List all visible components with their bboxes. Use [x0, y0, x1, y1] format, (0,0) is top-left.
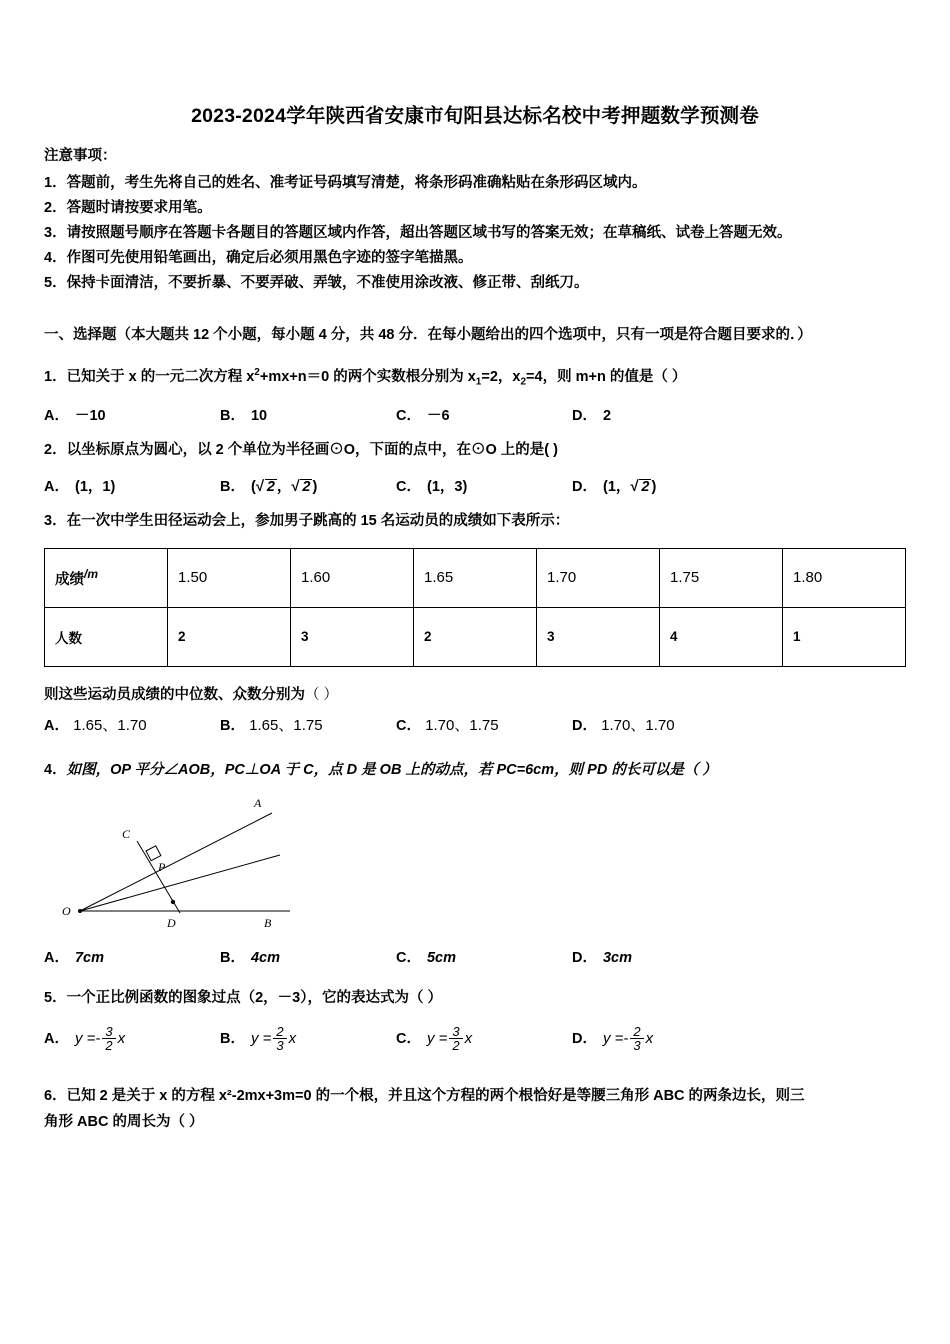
- question-3-text: 在一次中学生田径运动会上，参加男子跳高的 15 名运动员的成绩如下表所示：: [66, 512, 570, 529]
- option-a[interactable]: A． 7cm: [44, 949, 105, 966]
- cell-score-5: 1.75: [660, 548, 783, 607]
- cell-score-1: 1.50: [168, 548, 291, 607]
- option-b[interactable]: B． 4cm: [220, 949, 281, 966]
- figure-svg: [62, 793, 322, 933]
- svg-text:C: C: [122, 826, 131, 841]
- option-b[interactable]: B． y = $\frac{2}{3}$ x: [220, 1023, 297, 1054]
- option-b[interactable]: B． ( √ 2 ， √ 2 ): [220, 475, 396, 496]
- option-c-expression: y = $\frac{3}{2}$ x: [426, 1023, 473, 1054]
- option-d[interactable]: D． 1.70、1.70: [572, 716, 675, 734]
- cell-count-2: 3: [291, 607, 414, 666]
- question-2: [44, 437, 906, 463]
- question-1-text-end: =4，则 m+n 的值是（ ）: [526, 368, 687, 385]
- question-1-text-mid: +mx+n＝0 的两个实数根分别为 x: [259, 368, 476, 385]
- question-5-number: 5．: [44, 989, 67, 1006]
- option-a[interactable]: A． (1，1): [44, 478, 116, 495]
- table-row: [45, 548, 906, 607]
- option-c[interactable]: C． 5cm: [396, 949, 457, 966]
- note-line-1: 1．答题前，考生先将自己的姓名、准考证号码填写清楚，将条形码准确粘贴在条形码区域内。: [44, 175, 647, 191]
- option-a[interactable]: A． y =- $\frac{3}{2}$ x: [44, 1023, 126, 1054]
- question-5: [44, 985, 906, 1011]
- option-b-value: 1.65、1.75: [244, 716, 323, 734]
- cell-score-6: 1.80: [783, 548, 906, 607]
- option-a[interactable]: A． 1.65、1.70: [44, 716, 147, 734]
- note-line-2: 2．答题时请按要求用笔。: [44, 200, 212, 216]
- question-2-text: 以坐标原点为圆心，以 2 个单位为半径画⊙O，下面的点中，在⊙O 上的是( ): [66, 441, 558, 458]
- cell-count-5: 4: [660, 607, 783, 666]
- angle-bisector-figure: [62, 793, 906, 938]
- question-3-options: [44, 714, 906, 735]
- question-1-number: 1．: [44, 368, 67, 385]
- option-d-expression: y =- $\frac{2}{3}$ x: [602, 1023, 654, 1054]
- question-3: [44, 508, 906, 534]
- option-a-expression: y =- $\frac{3}{2}$ x: [74, 1023, 126, 1054]
- question-6-line-1: 6．已知 2 是关于 x 的方程 x²-2mx+3m=0 的一个根，并且这个方程的两个根恰好是等腰三角形 ABC 的两条边长，则三: [44, 1088, 805, 1104]
- option-d[interactable]: D． (1， √ 2 ): [572, 475, 748, 496]
- option-b-expression: y = $\frac{2}{3}$ x: [250, 1023, 297, 1054]
- svg-text:P: P: [158, 859, 166, 874]
- option-c[interactable]: C． 1.70、1.75: [396, 716, 499, 734]
- row-header-count: 人数: [45, 607, 168, 666]
- question-2-options: [44, 475, 906, 496]
- question-3-number: 3．: [44, 512, 67, 529]
- cell-score-2: 1.60: [291, 548, 414, 607]
- section-heading: 一、选择题（本大题共 12 个小题，每小题 4 分，共 48 分．在每小题给出的四个选项中，只有一项是符合题目要求的．）: [44, 327, 812, 343]
- option-d-value: 1.70、1.70: [596, 716, 675, 734]
- note-line-3: 3．请按照题号顺序在答题卡各题目的答题区域内作答，超出答题区域书写的答案无效；在草稿纸、试卷上答题无效。: [44, 225, 792, 241]
- cell-count-4: 3: [537, 607, 660, 666]
- question-3-subtext: 则这些运动员成绩的中位数、众数分别为（ ）: [44, 686, 339, 703]
- option-a-value: 1.65、1.70: [68, 716, 147, 734]
- question-1-sub2: 2: [520, 376, 527, 388]
- option-c[interactable]: C． y = $\frac{3}{2}$ x: [396, 1023, 473, 1054]
- question-1-sub1: 1: [475, 376, 482, 388]
- option-c[interactable]: C． (1，3): [396, 478, 468, 495]
- note-line-5: 5．保持卡面清洁，不要折暴、不要弄破、弄皱，不准使用涂改液、修正带、刮纸刀。: [44, 275, 589, 291]
- question-2-number: 2．: [44, 441, 67, 458]
- question-4-options: [44, 946, 906, 967]
- svg-text:A: A: [254, 795, 262, 810]
- question-1-options: [44, 404, 906, 425]
- question-6-line-2: 角形 ABC 的周长为（ ）: [44, 1114, 204, 1130]
- option-b[interactable]: B． 10: [220, 407, 268, 424]
- cell-score-4: 1.70: [537, 548, 660, 607]
- option-c[interactable]: C． －6: [396, 407, 450, 424]
- option-d[interactable]: D． y =- $\frac{2}{3}$ x: [572, 1023, 654, 1054]
- notes-heading: 注意事项：: [44, 148, 117, 164]
- cell-count-1: 2: [168, 607, 291, 666]
- question-4: [44, 757, 906, 783]
- option-c-value: 1.70、1.75: [420, 716, 499, 734]
- question-1-sup: 2: [254, 367, 260, 378]
- question-6: [44, 1083, 906, 1135]
- question-1-text-mid2: =2，x: [481, 368, 521, 385]
- svg-text:B: B: [264, 915, 272, 930]
- row-header-score: 成绩$^{/m}$: [45, 548, 168, 607]
- option-d[interactable]: D． 2: [572, 407, 612, 424]
- option-b[interactable]: B． 1.65、1.75: [220, 716, 323, 734]
- cell-count-3: 2: [414, 607, 537, 666]
- cell-count-6: 1: [783, 607, 906, 666]
- question-5-text: 一个正比例函数的图象过点（2，－3），它的表达式为（ ）: [66, 989, 442, 1006]
- sqrt-pair-b: ( √ 2 ， √ 2 ): [251, 479, 317, 495]
- question-5-options: [44, 1025, 906, 1053]
- option-d[interactable]: D． 3cm: [572, 949, 633, 966]
- question-4-text: 如图，OP 平分∠AOB，PC⊥OA 于 C，点 D 是 OB 上的动点，若 PC=6cm，则 PD 的长可以是（ ）: [66, 761, 717, 778]
- option-a[interactable]: A． －10: [44, 407, 106, 424]
- sqrt-pair-d: (1， √ 2 ): [603, 479, 656, 495]
- table-row: [45, 607, 906, 666]
- question-1-text-pre: 已知关于 x 的一元二次方程 x: [66, 368, 255, 385]
- question-1: [44, 360, 906, 396]
- svg-text:D: D: [167, 915, 176, 930]
- cell-score-3: 1.65: [414, 548, 537, 607]
- svg-text:O: O: [62, 903, 71, 918]
- page-title: 2023-2024学年陕西省安康市旬阳县达标名校中考押题数学预测卷: [191, 105, 759, 127]
- scores-table: [44, 548, 906, 667]
- note-line-4: 4．作图可先使用铅笔画出，确定后必须用黑色字迹的签字笔描黑。: [44, 250, 473, 266]
- question-4-number: 4．: [44, 761, 67, 778]
